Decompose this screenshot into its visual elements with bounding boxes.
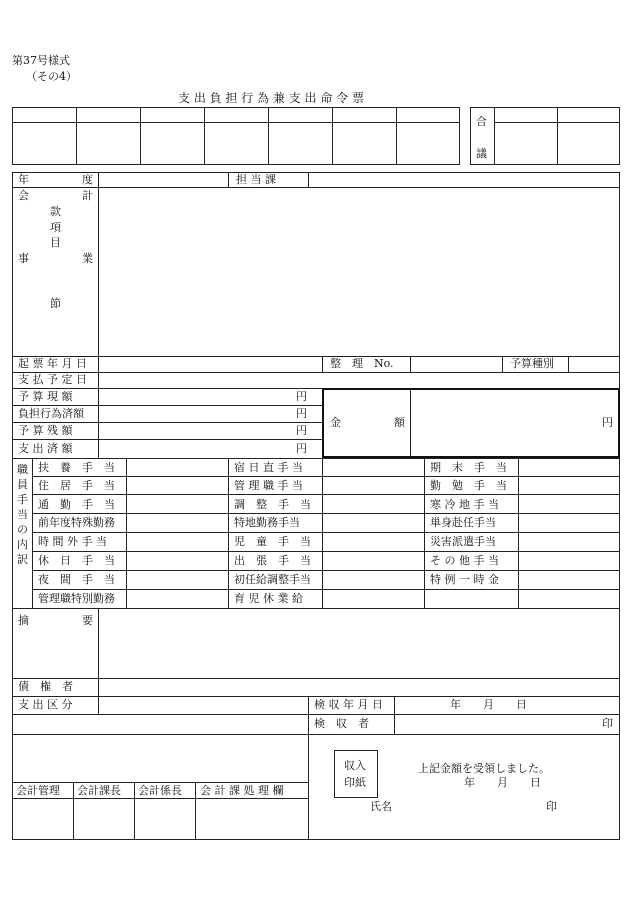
allowance-c1-0: 扶 養 手 当 — [38, 461, 115, 474]
allowance-c3-6: 特 例 一 時 金 — [430, 573, 499, 586]
amount-label-0: 予 算 現 額 — [18, 390, 73, 403]
allowance-c3-5: そ の 他 手 当 — [430, 554, 499, 567]
allowance-c3-2: 寒 冷 地 手 当 — [430, 498, 499, 511]
kingaku-box — [322, 388, 620, 458]
allowance-c1-2: 通 勤 手 当 — [38, 498, 115, 511]
shishutsu-kubun-label: 支 出 区 分 — [18, 698, 73, 711]
amount-label-2: 予 算 残 額 — [18, 424, 73, 437]
allowance-c2-6: 初任給調整手当 — [234, 573, 311, 586]
kenshusha-seal: 印 — [602, 717, 613, 730]
amount-label-1: 負担行為済額 — [18, 407, 84, 420]
allowance-c2-4: 児 童 手 当 — [234, 535, 311, 548]
kingaku-b: 額 — [394, 416, 405, 429]
form-title: 支 出 負 担 行 為 兼 支 出 命 令 票 — [178, 91, 364, 105]
tekiyo-b: 要 — [82, 614, 93, 627]
form-sub: （その4） — [26, 70, 77, 83]
kenshu-date-label: 検 収 年 月 日 — [314, 698, 383, 711]
nendo-a: 年 — [18, 173, 29, 186]
saikensha-label: 債 権 者 — [18, 680, 73, 693]
allowance-c3-1: 勤 勉 手 当 — [430, 479, 507, 492]
allowance-c1-7: 管理職特別勤務 — [38, 592, 115, 605]
amount-unit-2: 円 — [296, 424, 307, 437]
allowance-c3-0: 期 末 手 当 — [430, 461, 507, 474]
amount-unit-0: 円 — [296, 390, 307, 403]
allowance-c2-7: 育 児 休 業 給 — [234, 592, 303, 605]
kenshusha-label: 検 収 者 — [314, 717, 369, 730]
seiri-no-label: 整 理 No. — [330, 357, 394, 370]
kan-label: 款 — [50, 205, 61, 218]
gougi-grid — [470, 107, 620, 165]
kingaku-unit: 円 — [602, 416, 613, 429]
kaikei-a: 会 — [18, 189, 29, 202]
amount-unit-3: 円 — [296, 442, 307, 455]
allowance-c2-5: 出 張 手 当 — [234, 554, 311, 567]
allowance-c2-2: 調 整 手 当 — [234, 498, 311, 511]
receipt-text: 上記金額を受領しました。 — [418, 762, 550, 775]
shunyu-inshi-2: 印紙 — [344, 776, 366, 789]
tanto-ka-label: 担 当 課 — [236, 173, 276, 186]
shimei-seal: 印 — [546, 800, 557, 813]
allowance-title: 職 員 手 当 の 内 訳 — [17, 463, 28, 566]
shunyu-inshi-box — [334, 750, 378, 798]
jigyo-b: 業 — [82, 252, 93, 265]
kenshu-date-value: 年 月 日 — [450, 698, 527, 711]
stamp-grid — [12, 107, 460, 165]
allowance-c2-3: 特地勤務手当 — [234, 516, 300, 529]
approval-1: 会計課長 — [77, 784, 121, 797]
allowance-c2-1: 管 理 職 手 当 — [234, 479, 303, 492]
allowance-c1-4: 時 間 外 手 当 — [38, 535, 107, 548]
tekiyo-a: 摘 — [18, 614, 29, 627]
approval-0: 会計管理 — [16, 784, 60, 797]
kaikei-b: 計 — [82, 189, 93, 202]
shunyu-inshi-1: 収入 — [344, 759, 366, 772]
nendo-b: 度 — [82, 173, 93, 186]
amount-label-3: 支 出 済 額 — [18, 442, 73, 455]
jigyo-a: 事 — [18, 252, 29, 265]
kingaku-a: 金 — [330, 416, 341, 429]
kihyo-label: 起 票 年 月 日 — [18, 357, 87, 370]
approval-2: 会計係長 — [138, 784, 182, 797]
allowance-c1-1: 住 居 手 当 — [38, 479, 115, 492]
allowance-c3-4: 災害派遣手当 — [430, 535, 496, 548]
allowance-c1-3: 前年度特殊勤務 — [38, 516, 115, 529]
receipt-date: 年 月 日 — [464, 776, 541, 789]
allowance-c1-6: 夜 間 手 当 — [38, 573, 115, 586]
allowance-c2-0: 宿 日 直 手 当 — [234, 461, 303, 474]
amount-unit-1: 円 — [296, 407, 307, 420]
form-number: 第37号様式 — [12, 54, 70, 67]
gi-label: 議 — [476, 147, 487, 160]
gou-label: 合 — [476, 115, 487, 128]
allowance-c1-5: 休 日 手 当 — [38, 554, 115, 567]
allowance-c3-3: 単身赴任手当 — [430, 516, 496, 529]
shimei-label: 氏名 — [370, 800, 392, 813]
shiharai-yotei-label: 支 払 予 定 日 — [18, 373, 87, 386]
yosan-shubetsu-label: 予算種別 — [510, 357, 554, 370]
setsu-label: 節 — [50, 297, 61, 310]
approval-3: 会 計 課 処 理 欄 — [200, 784, 284, 797]
kou-label: 項 — [50, 221, 61, 234]
moku-label: 目 — [50, 236, 61, 249]
